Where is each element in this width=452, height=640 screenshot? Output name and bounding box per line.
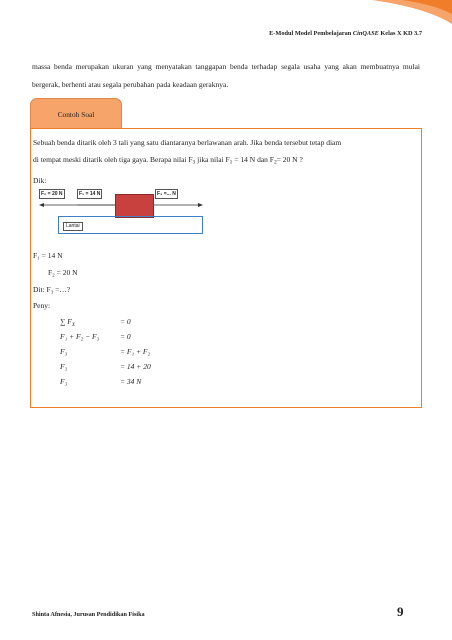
example-tab (30, 98, 122, 129)
force-diagram (37, 188, 205, 236)
page-header (269, 30, 422, 37)
header-model: CinQASE (352, 30, 379, 37)
header-prefix: E-Modul Model Pembelajaran (269, 30, 353, 37)
problem-statement (33, 134, 417, 189)
given-f1: F₁ = 14 N (33, 251, 63, 260)
floor (58, 216, 203, 234)
equation-lhs: F₃ (60, 347, 68, 356)
header-corner-decoration (332, 0, 452, 30)
dit-line: Dit: F₃ =…? (33, 285, 71, 294)
equation-lhs-sub: X (71, 323, 75, 328)
object-block (115, 194, 154, 218)
equation-lhs: F₁ + F₂ − F₃ (60, 332, 100, 341)
problem-line-2c: = 14 N dan F (232, 155, 274, 164)
f2-label: F₂ = 20 N (41, 191, 63, 197)
equation-rhs: = F₁ + F₂ (120, 347, 151, 356)
example-tab-label: Contoh Soal (57, 109, 95, 119)
problem-sub-3: 3 (192, 159, 196, 166)
f3-label: F₃ =... N (157, 191, 176, 197)
header-suffix: Kelas X KD 3.7 (378, 30, 422, 37)
equation-lhs: F₃ (60, 362, 68, 371)
problem-line-2d: = 20 N ? (276, 155, 303, 164)
equation-rhs: = 14 + 20 (120, 362, 151, 371)
peny-label: Peny: (33, 301, 51, 310)
equation-row (60, 317, 75, 328)
footer-author: Shinta Afnesia, Jurusan Pendidikan Fisika (32, 611, 145, 618)
problem-sub-2: 2 (273, 159, 277, 166)
equation-lhs: F₃ (60, 377, 68, 386)
equation-lhs: ∑ F (60, 317, 72, 326)
problem-line-1: Sebuah benda ditarik oleh 3 tali yang satu diantaranya berlawanan arah. Jika benda tersebut tetap diam (33, 138, 342, 147)
equation-rhs: = 0 (120, 317, 131, 326)
f1-label: F₁ = 14 N (79, 191, 101, 197)
problem-sub-1: 1 (229, 159, 233, 166)
dik-label: Dik: (33, 175, 47, 185)
equation-rhs: = 34 N (120, 377, 142, 386)
problem-line-2a: di tempat meski ditarik oleh tiga gaya. Berapa nilai F (33, 155, 193, 164)
intro-paragraph: massa benda merupakan ukuran yang menyatakan tanggapan benda terhadap segala usaha yang akan membuatnya mulai bergerak, berhenti atau segala perubahan pada keadaan geraknya. (32, 62, 420, 89)
floor-label: Lantai (63, 222, 83, 231)
equation-rhs: = 0 (120, 332, 131, 341)
given-f2: F₂ = 20 N (48, 268, 78, 277)
problem-line-2b: jika nilai F (195, 155, 230, 164)
page-number: 9 (397, 604, 404, 619)
